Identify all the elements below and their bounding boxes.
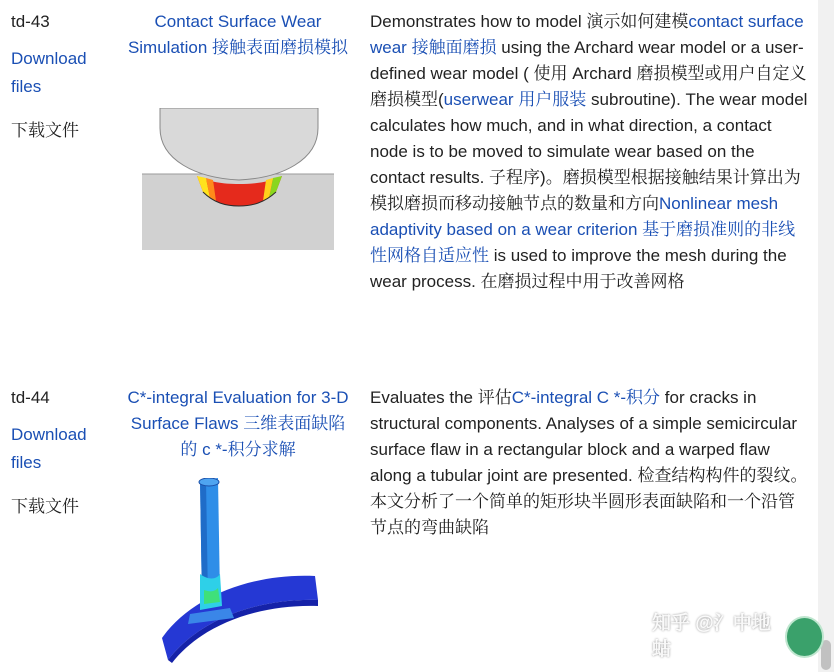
download-files-link[interactable]: Download files (11, 49, 87, 96)
download-files-link[interactable]: Download files (11, 425, 87, 472)
vertical-scrollbar[interactable] (818, 0, 834, 672)
description-text: Evaluates the 评估 (370, 388, 512, 407)
scrollbar-thumb[interactable] (821, 640, 831, 670)
description-link[interactable]: C*-integral C *-积分 (511, 388, 661, 407)
example-title-link[interactable]: Contact Surface Wear Simulation 接触表面磨损模拟 (127, 12, 349, 57)
description-text: is used to improve the mesh during the wear process. 在磨损过程中用于改善网格 (370, 246, 787, 291)
download-files-cn-label: 下载文件 (11, 497, 79, 516)
watermark-avatar-icon (787, 618, 822, 656)
example-description (370, 9, 810, 295)
download-files-cn-label: 下载文件 (11, 121, 79, 140)
description-link[interactable]: Nonlinear mesh adaptivity based on a wear criterion 基于磨损准则的非线性网格自适应性 (370, 194, 796, 265)
example-description (370, 385, 810, 541)
tubular-joint-contour-image (160, 478, 320, 663)
description-text: Demonstrates how to model 演示如何建模 (370, 12, 689, 31)
watermark-text: 知乎 @氵中地蛄 (652, 613, 771, 660)
wear-simulation-contour-image (142, 108, 334, 250)
description-text: using the Archard wear model or a user-defined wear model ( 使用 Archard 磨损模型或用户自定义磨损模型( (370, 38, 807, 109)
description-link[interactable]: userwear 用户服装 (443, 90, 587, 109)
example-title-link[interactable]: C*-integral Evaluation for 3-D Surface Flaws 三维表面缺陷的 c *-积分求解 (127, 388, 349, 459)
description-text: for cracks in structural components. Analyses of a simple semicircular surface flaw in a rectangular block and a warped flaw along a tubular joint are presented. 检查结构构件的裂纹。本文分析了一个简单的矩形块半圆形表面缺陷和一个沿管节点的弯曲缺陷 (370, 388, 808, 537)
description-text: subroutine). The wear model calculates how much, and in what direction, a contact node is to be moved to simulate wear based on the contact results. 子程序)。磨损模型根据接触结果计算出为模拟磨损而移动接触节点的数量和方向 (370, 90, 808, 213)
row-id: td-44 (11, 388, 50, 407)
row-td-44-id-cell (11, 385, 121, 520)
row-td-43-id-cell (11, 9, 121, 144)
row-id: td-43 (11, 12, 50, 31)
description-link[interactable]: contact surface wear 接触面磨损 (370, 12, 804, 57)
zhihu-watermark (652, 612, 822, 662)
